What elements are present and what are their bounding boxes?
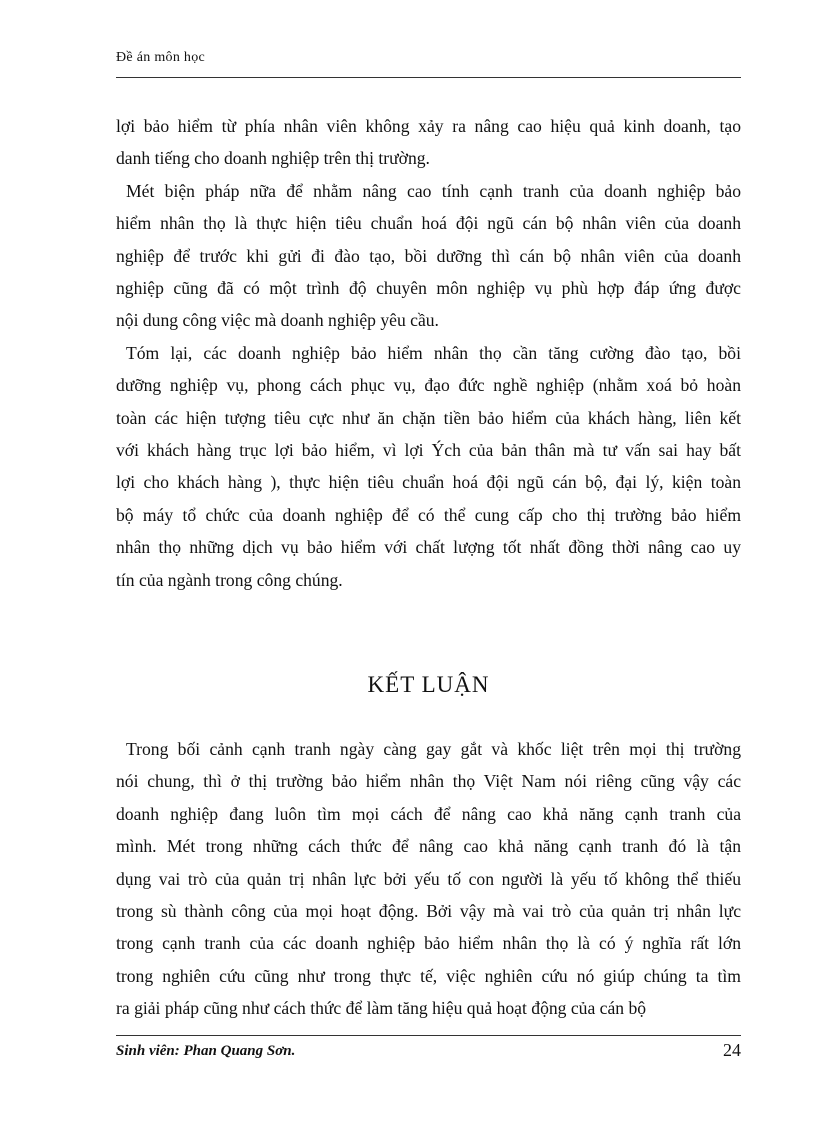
- text-line: dưỡng nghiệp vụ, phong cách phục vụ, đạo đức nghề nghiệp (nhằm xoá bỏ hoàn: [116, 375, 741, 396]
- text-line: ra giải pháp cũng như cách thức để làm tăng hiệu quả hoạt động của cán bộ: [116, 998, 647, 1019]
- text-line: nội dung công việc mà doanh nghiệp yêu cầu.: [116, 310, 439, 331]
- text-line: hiểm nhân thọ là thực hiện tiêu chuẩn hoá đội ngũ cán bộ nhân viên của doanh: [116, 213, 741, 234]
- text-line: lợi cho khách hàng ), thực hiện tiêu chuẩn hoá đội ngũ cán bộ, đại lý, kiện toàn: [116, 472, 741, 493]
- text-line: mình. Mét trong những cách thức để nâng cao khả năng cạnh tranh đó là tận: [116, 836, 741, 857]
- text-line: trong nghiên cứu cũng như trong thực tế, việc nghiên cứu nó giúp chúng ta tìm: [116, 965, 741, 986]
- text-line: lợi bảo hiểm từ phía nhân viên không xảy ra nâng cao hiệu quả kinh doanh, tạo: [116, 116, 741, 136]
- text-line: nhân thọ những dịch vụ bảo hiểm với chất lượng tốt nhất đồng thời nâng cao uy: [116, 537, 741, 558]
- text-line: nói chung, thì ở thị trường bảo hiểm nhân thọ Việt Nam nói riêng cũng vậy các: [116, 771, 741, 792]
- header-divider: [116, 77, 741, 78]
- body-section-1: [116, 110, 741, 596]
- text-line: Trong bối cảnh cạnh tranh ngày càng gay gắt và khốc liệt trên mọi thị trường: [126, 739, 741, 759]
- text-line: toàn các hiện tượng tiêu cực như ăn chặn tiền bảo hiểm của khách hàng, liên kết: [116, 407, 741, 428]
- footer-divider: [116, 1035, 741, 1036]
- conclusion-heading: KẾT LUẬN: [367, 672, 490, 697]
- text-line: trong cạnh tranh của các doanh nghiệp bảo hiểm nhân thọ là có ý nghĩa rất lớn: [116, 933, 741, 954]
- page-number: 24: [723, 1040, 741, 1060]
- text-line: Mét biện pháp nữa để nhằm nâng cao tính cạnh tranh của doanh nghiệp bảo: [126, 180, 741, 201]
- page-header-title: Đề án môn học: [116, 50, 206, 65]
- text-line: bộ máy tổ chức của doanh nghiệp để có thể cung cấp cho thị trường bảo hiểm: [116, 504, 741, 525]
- text-line: Tóm lại, các doanh nghiệp bảo hiểm nhân thọ cần tăng cường đào tạo, bồi: [126, 342, 741, 363]
- text-line: doanh nghiệp đang luôn tìm mọi cách để nâng cao khả năng cạnh tranh của: [116, 803, 741, 824]
- text-line: dụng vai trò của quản trị nhân lực bởi yếu tố con người là yếu tố không thể thiếu: [116, 868, 741, 889]
- text-line: với khách hàng trục lợi bảo hiểm, vì lợi Ých của bản thân mà tư vấn sai hay bất: [116, 440, 741, 461]
- text-line: danh tiếng cho doanh nghiệp trên thị trường.: [116, 148, 430, 169]
- text-line: nghiệp để trước khi gửi đi đào tạo, bồi dưỡng thì cán bộ nhân viên của doanh: [116, 245, 741, 266]
- text-line: tín của ngành trong công chúng.: [116, 569, 343, 590]
- body-section-conclusion: [116, 733, 741, 1025]
- footer-author: Sinh viên: Phan Quang Sơn.: [116, 1043, 296, 1059]
- text-line: trong sù thành công của mọi hoạt động. Bởi vậy mà vai trò của quản trị nhân lực: [116, 901, 741, 922]
- text-line: nghiệp cũng đã có một trình độ chuyên môn nghiệp vụ phù hợp đáp ứng được: [116, 278, 741, 299]
